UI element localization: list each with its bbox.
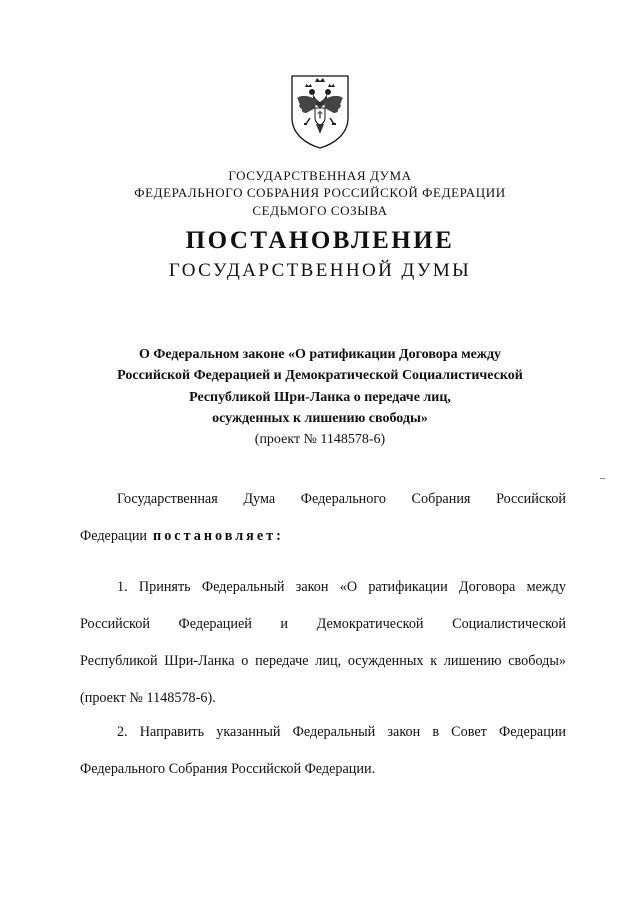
document-type-subtitle: ГОСУДАРСТВЕННОЙ ДУМЫ [168, 260, 472, 281]
item-2-line: 2. Направить указанный Федеральный закон в Совет Федерации [117, 724, 566, 740]
preamble-line: Государственная Дума Федерального Собрания Российской [117, 491, 566, 507]
item-1-line: 1. Принять Федеральный закон «О ратификации Договора между [117, 579, 566, 595]
subject-line: осужденных к лишению свободы» [212, 411, 428, 426]
header-convocation: СЕДЬМОГО СОЗЫВА [252, 203, 388, 218]
item-2-line: Федерального Собрания Российской Федерации. [80, 761, 376, 777]
subject-line: О Федеральном законе «О ратификации Договора между [138, 347, 502, 362]
document-type-title: ПОСТАНОВЛЕНИЕ [185, 227, 455, 254]
subject-line: Российской Федерацией и Демократической Социалистической [117, 368, 523, 383]
item-1-line: Республикой Шри-Ланка о передаче лиц, осужденных к лишению свободы» [80, 653, 566, 669]
item-1-line: (проект № 1148578-6). [80, 690, 216, 706]
preamble-verb: постановляет: [153, 528, 284, 544]
header-organization: ГОСУДАРСТВЕННАЯ ДУМА [228, 168, 412, 183]
scan-mark [600, 478, 605, 479]
russian-coat-of-arms-icon [288, 72, 352, 150]
preamble-line-2 [80, 526, 566, 546]
header-parliament: ФЕДЕРАЛЬНОГО СОБРАНИЯ РОССИЙСКОЙ ФЕДЕРАЦИИ [134, 185, 506, 200]
item-1-line: Российской Федерацией и Демократической Социалистической [80, 616, 566, 632]
preamble-start: Федерации [80, 528, 148, 544]
project-number: (проект № 1148578-6) [254, 432, 386, 447]
subject-line: Республикой Шри-Ланка о передаче лиц, [189, 390, 451, 405]
